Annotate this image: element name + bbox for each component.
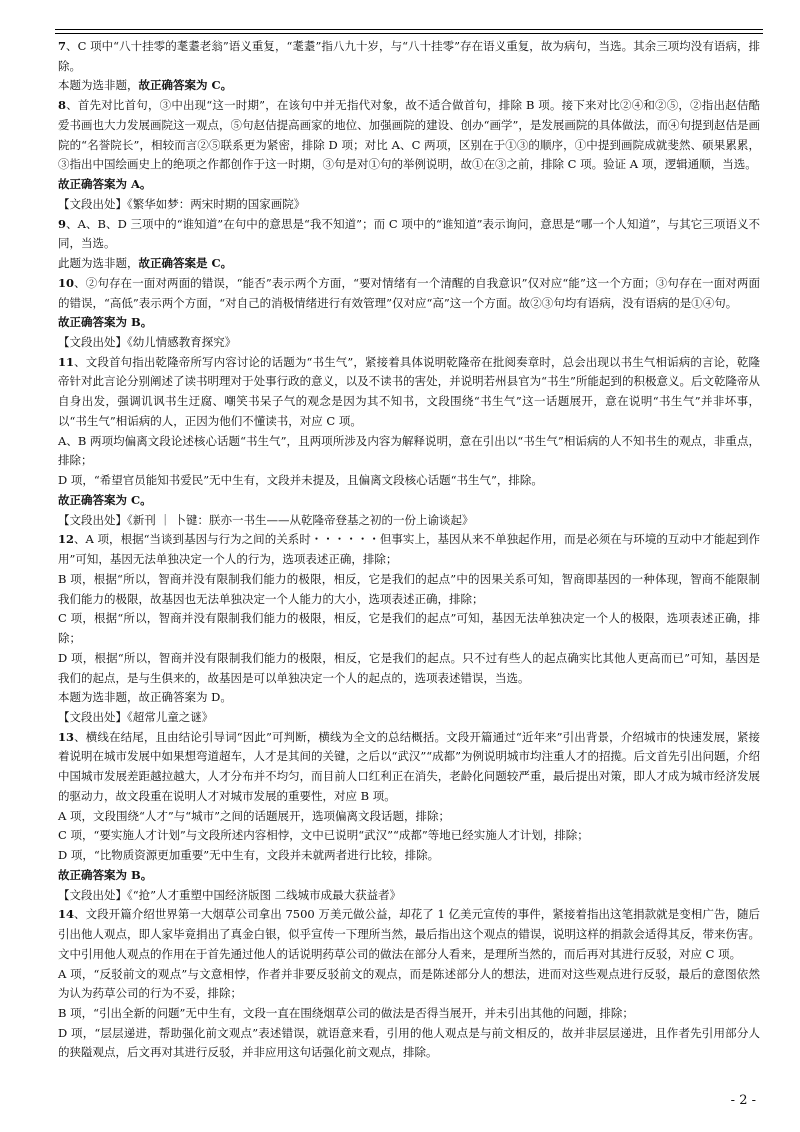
text-span: 本题为选非题， [58,78,139,93]
paragraph [58,570,760,609]
text-span: C 项，根据“所以，智商并没有限制我们能力的极限，相反，它是我们的起点”可知，基因无法单独决定一个人的极限，选项表述正确，排除； [58,611,760,646]
bold-text: 故正确答案为 C。 [58,492,152,507]
bold-text: 12 [58,532,75,547]
paragraph [58,313,760,333]
text-span: 【文段出处】《幼儿情感教育探究》 [58,335,237,350]
text-span: 【文段出处】《超常儿童之谜》 [58,709,214,724]
bold-text: 14 [58,907,75,922]
text-span: 、横线在结尾，且由结论引导词“因此”可判断，横线为全文的总结概括。文段开篇通过“近年来”引出背景，介绍城市的快速发展，紧接着说明在城市发展中如果想弯道超车，人才是其间的关键，之后以“武汉”“成都”为例说明城市均注重人才的招揽。后文首先引出问题，介绍中国城市发展差距越拉越大，人才分布并不均匀，而目前人口红利正在消失，老龄化问题较严重，最后提出对策，即人才成为城市经济发展的驱动力，故文段重在说明人才对城市发展的重要性，对应 B 项。 [58,729,761,803]
paragraph [58,353,760,432]
text-span: 、C 项中“八十挂零的耄耋老翁”语义重复，“耄耋”指八九十岁，与“八十挂零”存在语义重复，故为病句，当选。其余三项均没有语病，排除。 [58,39,760,73]
paragraph [58,1004,760,1024]
paragraph [58,432,760,471]
paragraph [58,1024,760,1063]
paragraph [58,530,760,569]
text-span: D 项，根据“所以，智商并没有限制我们能力的极限，相反，它是我们的起点。只不过有些人的起点确实比其他人更高而已”可知，基因是我们的起点，是与生俱来的，故基因是可以单独决定一个人的起点的，选项表述错误，当选。 [58,650,760,685]
answer-explanations [58,37,760,1063]
bold-text: 故正确答案是 C。 [138,256,233,271]
paragraph [58,807,760,827]
text-span: 【文段出处】《繁华如梦：两宋时期的国家画院》 [58,196,306,211]
text-span: 、文段开篇介绍世界第一大烟草公司拿出 7500 万美元做公益，却花了 1 亿美元宣传的事件，紧接着指出这笔捐款就是变相广告，随后引出他人观点，即人家毕竟捐出了真金白银，似乎宣传一下理所当然，最后指出这个观点的错误，说明这样的捐款会适得其反，带来伤害。文中引用他人观点的作用在于首先通过他人的话说明药草公司的做法在部分人看来，是理所当然的，而后再对其进行反驳，对应 C 项。 [58,907,760,961]
text-span: 、首先对比首句，③中出现“这一时期”，在该句中并无指代对象，故不适合做首句，排除 B 项。接下来对比②④和②⑤，②指出赵佶酷爱书画也大力发展画院这一观点，⑤句赵佶提高画家的地位、加强画院的建设、创办“画学”，是发展画院的具体做法，而④句提到赵佶是画院的“名誉院长”，相较而言②⑤联系更为紧密，排除 D 项；对比 A、C 两项，区别在于①③的顺序，①中提到画院成就斐然、硕果累累，③指出中国绘画史上的绝项之作都创作于这一时期，③句是对①句的举例说明，故①在③之前，排除 C 项。验证 A 项，逻辑通顺，当选。 [58,98,760,172]
text-span: 本题为选非题，故正确答案为 D。 [58,690,232,705]
paragraph [58,254,760,274]
paragraph [58,175,760,195]
paragraph [58,846,760,866]
paragraph [58,195,760,215]
text-span: A、B 两项均偏离文段论述核心话题“书生气”，且两项所涉及内容为解释说明，意在引出以“书生气”相诟病的人不知书生的观点，非重点，排除； [58,433,760,468]
text-span: 【文段出处】《“抢”人才重塑中国经济版图 二线城市成最大获益者》 [58,887,402,902]
text-span: D 项，“希望官员能知书爱民”无中生有，文段并未提及，且偏离文段核心话题“书生气”，排除。 [58,473,543,488]
text-span: A 项，“反驳前文的观点”与文意相悖，作者并非要反驳前文的观点，而是陈述部分人的想法，进而对这些观点进行反驳，最后的意图依然为认为药草公司的行为不妥，排除； [58,966,760,1001]
paragraph [58,274,760,313]
paragraph [58,37,760,76]
bold-text: 8 [58,98,67,113]
text-span: A 项，文段围绕“人才”与“城市”之间的话题展开，选项偏离文段话题，排除； [58,808,450,823]
text-span: 、A、B、D 三项中的“谁知道”在句中的意思是“我不知道”；而 C 项中的“谁知道”表示询问，意思是“哪一个人知道”，与其它三项语义不同，当选。 [58,216,760,251]
bold-text: 9 [58,216,67,231]
bold-text: 7 [58,39,67,53]
page-number: - 2 - [730,1093,756,1108]
paragraph [58,708,760,728]
header-rule-thin [55,29,763,30]
text-span: 、A 项，根据“当谈到基因与行为之间的关系时・・・・・・但事实上，基因从来不单独起作用，而是必须在与环境的互动中才能起到作用”可知，基因无法单独决定一个人的行为，选项表述正确，排除； [58,532,760,567]
bold-text: 故正确答案为 C。 [138,78,233,93]
text-span: B 项，“引出全新的问题”无中生有，文段一直在围绕烟草公司的做法是否得当展开，并未引出其他的问题，排除； [58,1005,634,1020]
paragraph [58,649,760,688]
text-span: 此题为选非题， [58,256,139,271]
paragraph [58,76,760,96]
paragraph [58,965,760,1004]
paragraph [58,333,760,353]
paragraph [58,886,760,906]
paragraph [58,688,760,708]
text-span: D 项，“比物质资源更加重要”无中生有，文段并未就两者进行比较，排除。 [58,848,440,863]
text-span: C 项，“要实施人才计划”与文段所述内容相悖，文中已说明“武汉”“成都”等地已经实施人才计划，排除； [58,828,589,843]
paragraph [58,826,760,846]
paragraph [58,866,760,886]
paragraph [58,609,760,648]
text-span: D 项，“层层递进，帮助强化前文观点”表述错误，就语意来看，引用的他人观点是与前文相反的，故并非层层递进，且作者先引用部分人的狭隘观点，后文再对其进行反驳，并非应用这句话强化前文观点，排除。 [58,1025,760,1060]
text-span: 【文段出处】《新刊 ｜ 卜键：朕亦一书生——从乾隆帝登基之初的一份上谕谈起》 [58,512,474,527]
bold-text: 故正确答案为 A。 [58,177,152,192]
paragraph [58,215,760,254]
paragraph [58,96,760,175]
paragraph [58,491,760,511]
bold-text: 10 [58,275,75,290]
paragraph [58,471,760,491]
bold-text: 故正确答案为 B。 [58,867,153,882]
paragraph [58,728,760,807]
text-span: 、②句存在一面对两面的错误，“能否”表示两个方面，“要对情绪有一个清醒的自我意识”仅对应“能”这一个方面；③句存在一面对两面的错误，“高低”表示两个方面，“对自己的消极情绪进行有效管理”仅对应“高”这一个方面。故②③句均有语病，没有语病的是①④句。 [58,275,760,310]
bold-text: 11 [58,354,75,369]
bold-text: 13 [58,729,75,744]
paragraph [58,905,760,964]
bold-text: 故正确答案为 B。 [58,315,153,330]
text-span: B 项，根据“所以，智商并没有限制我们能力的极限，相反，它是我们的起点”中的因果关系可知，智商即基因的一种体现，智商不能限制我们能力的极限，故基因也无法单独决定一个人能力的大小，选项表述正确，排除； [58,571,760,606]
paragraph [58,511,760,531]
header-rule-thick [55,33,763,34]
text-span: 、文段首句指出乾隆帝所写内容讨论的话题为“书生气”，紧接着具体说明乾隆帝在批阅奏章时，总会出现以书生气相诟病的言论，乾隆帝针对此言论分别阐述了读书明理对于处事行政的意义，以及不读书的害处，并说明若州县官为“书生”所能起到的积极意义。后文乾隆帝从自身出发，强调讥讽书生迂腐、嘲笑书呆子气的观念是因为其不知书，文段围绕“书生气”这一话题展开，意在说明“书生气”并非坏事，以“书生气”相诟病的人，正因为他们不懂读书，对应 C 项。 [58,354,760,428]
